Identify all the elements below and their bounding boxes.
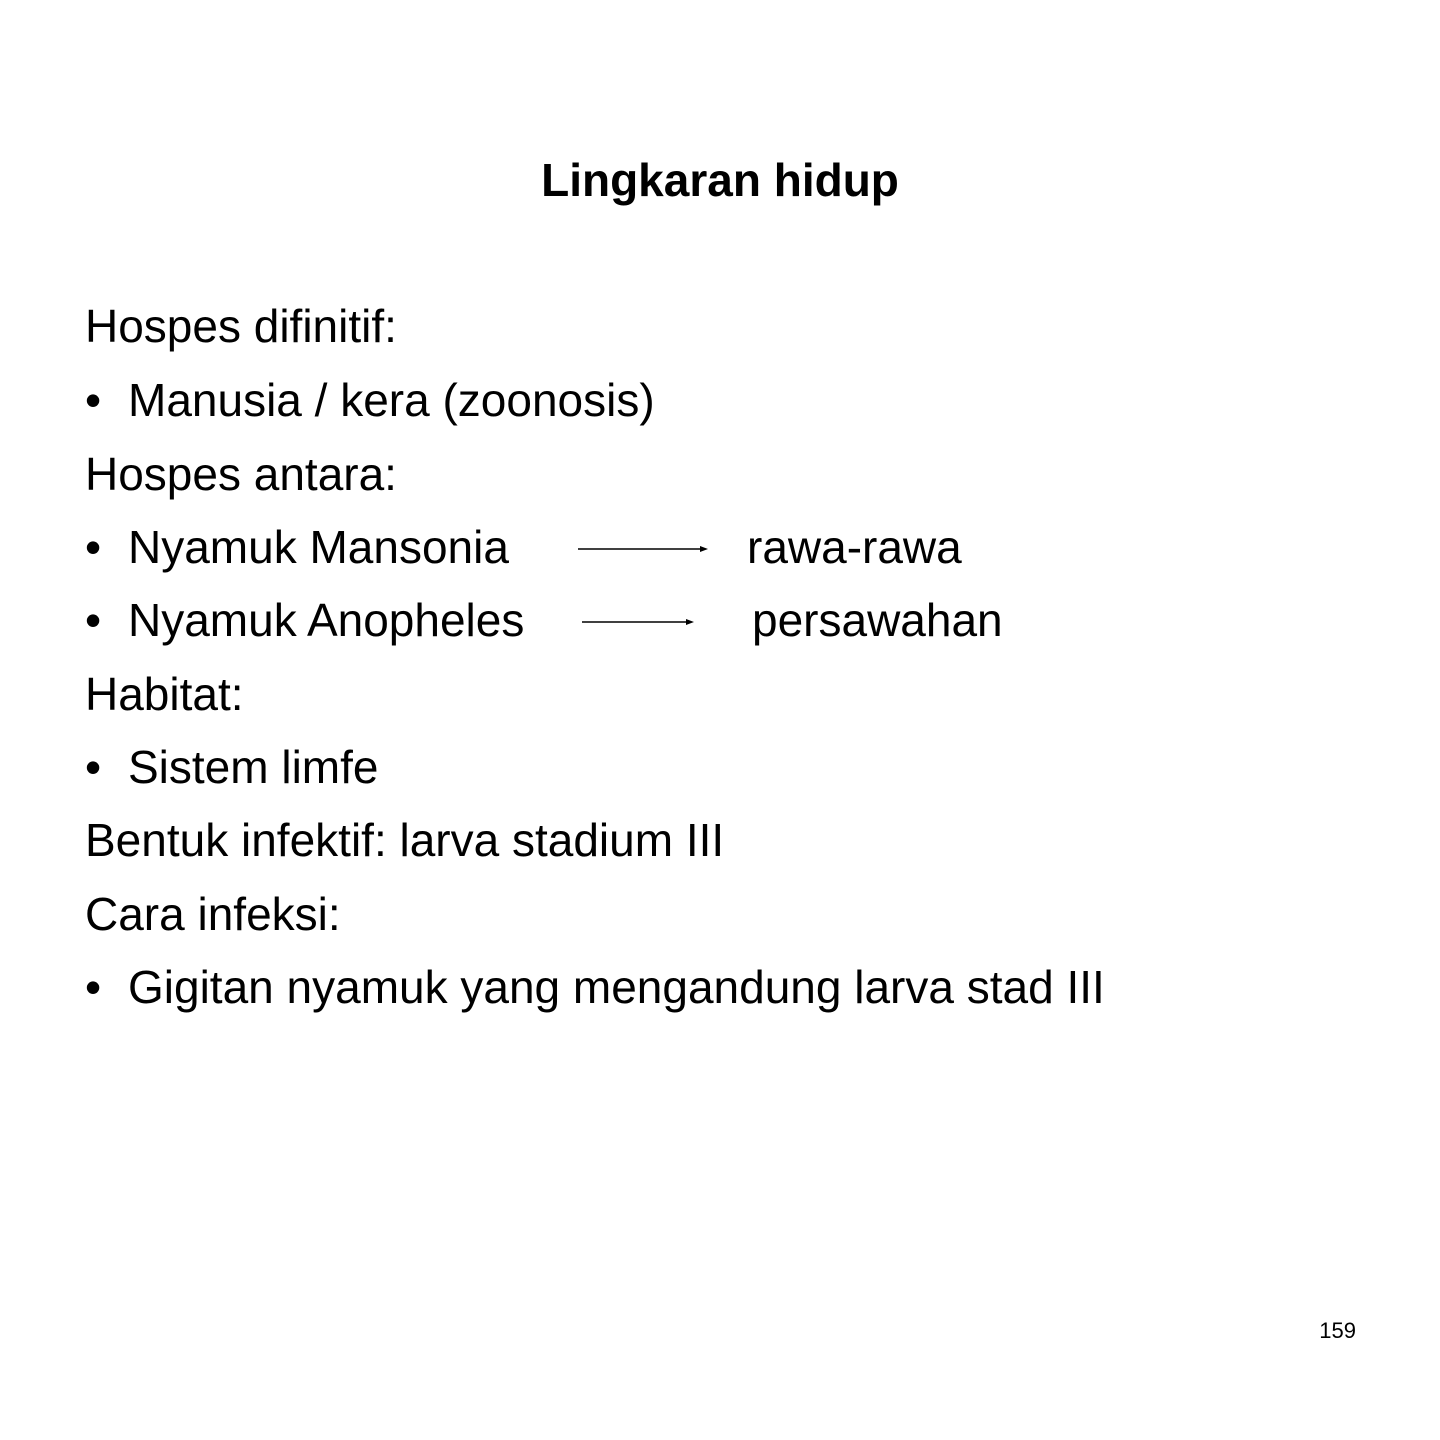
right-arrow-icon xyxy=(582,617,696,627)
bullet-glyph: • xyxy=(85,374,102,426)
definitive-host-item: Manusia / kera (zoonosis) xyxy=(128,374,655,426)
intermediate-host-heading: Hospes antara: xyxy=(85,448,397,500)
habitat-heading: Habitat: xyxy=(85,668,244,720)
intermediate-host-item-anopheles: Nyamuk Anopheles xyxy=(128,594,525,646)
infective-form-line: Bentuk infektif: larva stadium III xyxy=(85,814,725,866)
definitive-host-heading: Hospes difinitif: xyxy=(85,300,397,352)
bullet-glyph: • xyxy=(85,521,102,573)
page-title: Lingkaran hidup xyxy=(541,154,899,206)
bullet-glyph: • xyxy=(85,594,102,646)
habitat-item: Sistem limfe xyxy=(128,741,379,793)
infection-route-item: Gigitan nyamuk yang mengandung larva stad III xyxy=(128,961,1105,1013)
bullet-glyph: • xyxy=(85,961,102,1013)
mansonia-habitat: rawa-rawa xyxy=(747,521,962,573)
intermediate-host-item-mansonia: Nyamuk Mansonia xyxy=(128,521,509,573)
page-number: 159 xyxy=(1319,1318,1356,1343)
anopheles-habitat: persawahan xyxy=(752,594,1003,646)
bullet-glyph: • xyxy=(85,741,102,793)
right-arrow-icon xyxy=(578,544,710,554)
infection-route-heading: Cara infeksi: xyxy=(85,888,341,940)
